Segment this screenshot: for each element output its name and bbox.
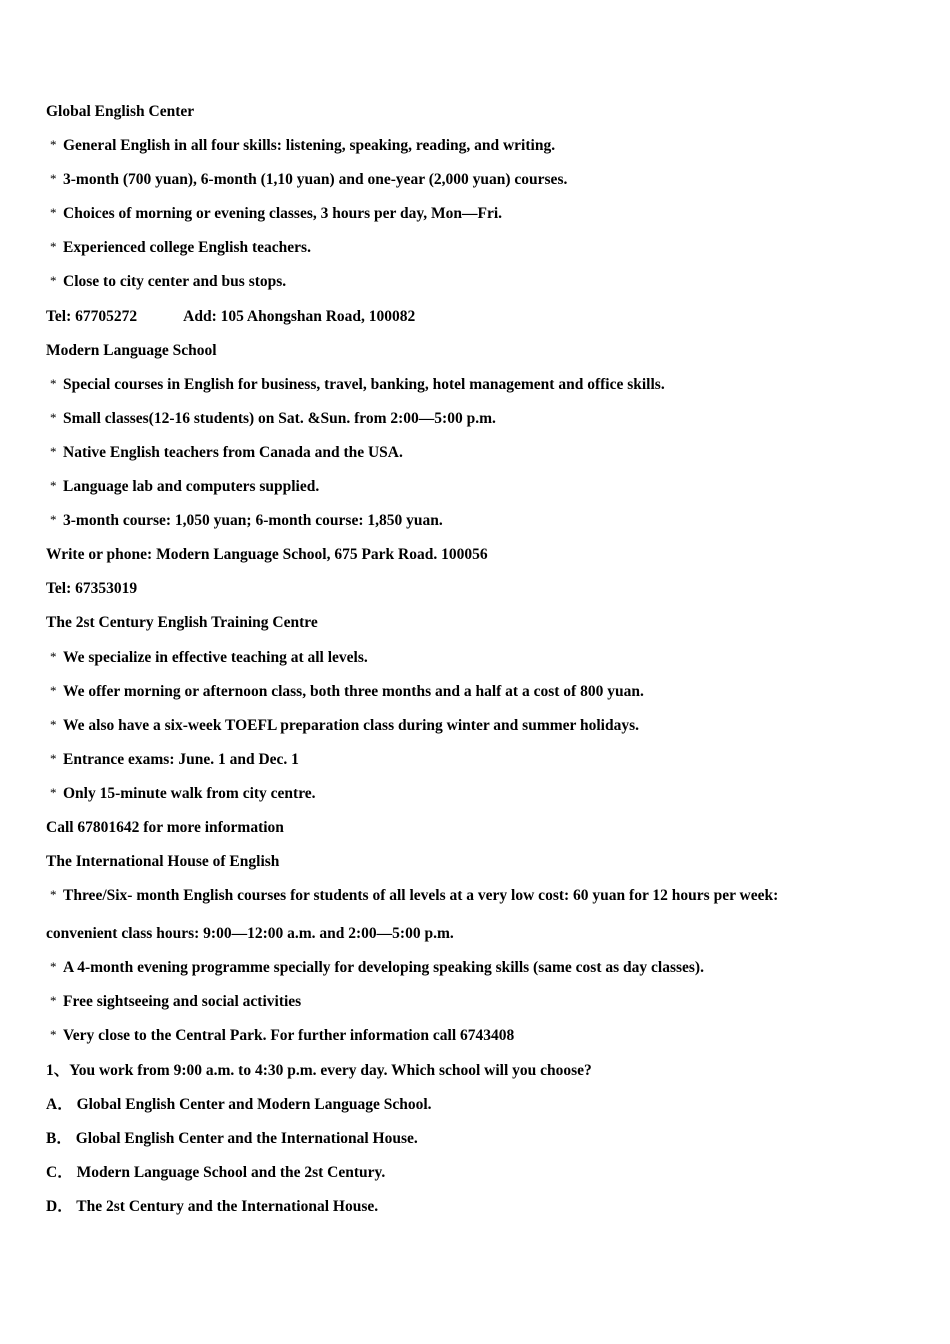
list-item: * Special courses in English for business, travel, banking, hotel management and office skills.: [46, 374, 906, 408]
list-item: * Very close to the Central Park. For further information call 6743408: [46, 1025, 906, 1059]
list-item: * 3-month (700 yuan), 6-month (1,10 yuan) and one-year (2,000 yuan) courses.: [46, 169, 906, 203]
bullet-star: *: [50, 375, 57, 391]
answer-option-a: A． Global English Center and Modern Language School.: [46, 1095, 432, 1113]
bullet-star: *: [50, 239, 57, 255]
bullet-star: *: [50, 750, 57, 766]
list-item: * A 4-month evening programme specially for developing speaking skills (same cost as day classes).: [46, 957, 906, 991]
bullet-star: *: [50, 443, 57, 459]
contact-line: [46, 306, 906, 340]
bullet-star: *: [50, 273, 57, 289]
question-stem: 1、You work from 9:00 a.m. to 4:30 p.m. every day. Which school will you choose?: [46, 1061, 592, 1079]
answer-option-c: C． Modern Language School and the 2st Century.: [46, 1163, 386, 1181]
school-name: The International House of English: [46, 853, 280, 871]
tel-text: Tel: 67353019: [46, 580, 138, 598]
school-name: Global English Center: [46, 103, 195, 120]
address-text: Add: 105 Ahongshan Road, 100082: [183, 307, 416, 325]
answer-option-d: D． The 2st Century and the International House.: [46, 1197, 379, 1215]
contact-line: Call 67801642 for more information: [46, 818, 284, 836]
list-item: * 3-month course: 1,050 yuan; 6-month course: 1,850 yuan.: [46, 510, 906, 544]
list-item: * Three/Six- month English courses for students of all levels at a very low cost: 60 yuan for 12 hours per week:: [46, 885, 906, 923]
bullet-star: *: [50, 959, 57, 975]
tel-text: Tel: 67705272: [46, 307, 138, 325]
bullet-star: *: [50, 478, 57, 494]
list-item: * Small classes(12-16 students) on Sat. &Sun. from 2:00—5:00 p.m.: [46, 408, 906, 442]
school-name: The 2st Century English Training Centre: [46, 614, 318, 632]
bullet-star: *: [50, 993, 57, 1009]
bullet-star: *: [50, 205, 57, 221]
bullet-star: *: [50, 716, 57, 732]
list-item: * Free sightseeing and social activities: [46, 991, 906, 1025]
bullet-star: *: [50, 784, 57, 800]
list-item: * Close to city center and bus stops.: [46, 271, 906, 305]
list-item: * Choices of morning or evening classes, 3 hours per day, Mon—Fri.: [46, 203, 906, 237]
list-item: * Entrance exams: June. 1 and Dec. 1: [46, 749, 906, 783]
bullet-star: *: [50, 887, 57, 903]
school-name: Modern Language School: [46, 341, 217, 359]
list-item-continuation: convenient class hours: 9:00—12:00 a.m. and 2:00—5:00 p.m.: [46, 925, 454, 943]
bullet-star: *: [50, 512, 57, 528]
list-item: * We offer morning or afternoon class, both three months and a half at a cost of 800 yuan.: [46, 681, 906, 715]
list-item: * General English in all four skills: listening, speaking, reading, and writing.: [46, 135, 906, 169]
list-item: * Language lab and computers supplied.: [46, 476, 906, 510]
bullet-star: *: [50, 648, 57, 664]
list-item: * Native English teachers from Canada and the USA.: [46, 442, 906, 476]
bullet-star: *: [50, 682, 57, 698]
bullet-star: *: [50, 137, 57, 153]
bullet-star: *: [50, 1027, 57, 1043]
bullet-star: *: [50, 409, 57, 425]
list-item: * Experienced college English teachers.: [46, 237, 906, 271]
answer-option-b: B． Global English Center and the International House.: [46, 1129, 418, 1147]
bullet-star: *: [50, 171, 57, 187]
list-item: * We specialize in effective teaching at all levels.: [46, 647, 906, 681]
contact-line: Write or phone: Modern Language School, 675 Park Road. 100056: [46, 546, 488, 564]
document-page: [46, 101, 906, 1230]
list-item: * We also have a six-week TOEFL preparation class during winter and summer holidays.: [46, 715, 906, 749]
list-item: * Only 15-minute walk from city centre.: [46, 783, 906, 817]
